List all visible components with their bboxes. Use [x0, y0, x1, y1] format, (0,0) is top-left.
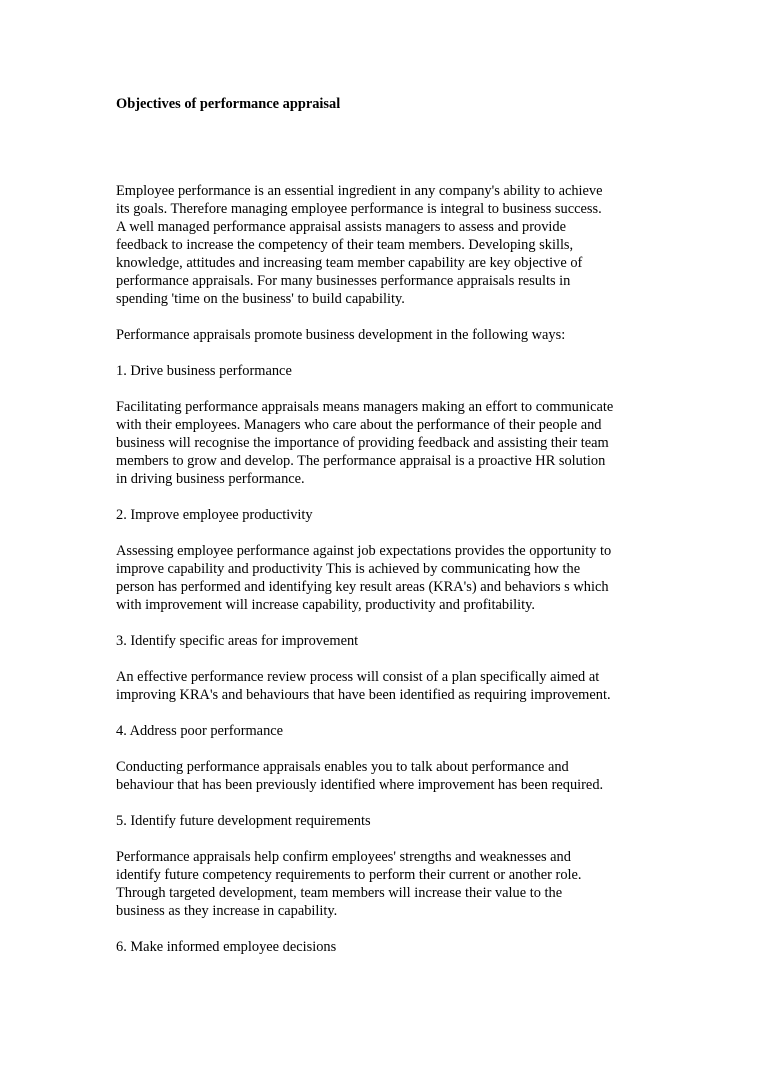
text-line: 5. Identify future development requirements — [116, 813, 371, 829]
text-line: performance appraisals. For many businesses performance appraisals results in — [116, 273, 571, 289]
section-heading — [116, 938, 656, 956]
section-heading — [116, 722, 656, 740]
paragraph — [116, 668, 656, 704]
text-line: spending 'time on the business' to build capability. — [116, 291, 405, 307]
text-line: improving KRA's and behaviours that have been identified as requiring improvement. — [116, 687, 611, 703]
text-line: with improvement will increase capability, productivity and profitability. — [116, 597, 535, 613]
text-line: Employee performance is an essential ingredient in any company's ability to achieve — [116, 183, 603, 199]
text-line: A well managed performance appraisal assists managers to assess and provide — [116, 219, 566, 235]
paragraph — [116, 848, 656, 920]
text-line: 1. Drive business performance — [116, 363, 292, 379]
paragraph — [116, 182, 656, 308]
text-line: 6. Make informed employee decisions — [116, 939, 337, 955]
text-line: knowledge, attitudes and increasing team member capability are key objective of — [116, 255, 583, 271]
text-line: with their employees. Managers who care about the performance of their people and — [116, 417, 602, 433]
text-line: Assessing employee performance against job expectations provides the opportunity to — [116, 543, 612, 559]
section-heading — [116, 632, 656, 650]
text-line: Performance appraisals promote business development in the following ways: — [116, 327, 566, 343]
section-heading — [116, 506, 656, 524]
text-line: 4. Address poor performance — [116, 723, 284, 739]
section-heading — [116, 812, 656, 830]
paragraph — [116, 326, 656, 344]
text-line: improve capability and productivity This is achieved by communicating how the — [116, 561, 581, 577]
text-line: Facilitating performance appraisals means managers making an effort to communicate — [116, 399, 614, 415]
paragraph — [116, 542, 656, 614]
text-line: its goals. Therefore managing employee performance is integral to business success. — [116, 201, 602, 217]
text-line: business will recognise the importance of providing feedback and assisting their team — [116, 435, 609, 451]
text-line: An effective performance review process will consist of a plan specifically aimed at — [116, 669, 600, 685]
paragraph — [116, 398, 656, 488]
text-line: members to grow and develop. The performance appraisal is a proactive HR solution — [116, 453, 606, 469]
section-heading — [116, 362, 656, 380]
text-line: Performance appraisals help confirm employees' strengths and weaknesses and — [116, 849, 571, 865]
text-line: Conducting performance appraisals enables you to talk about performance and — [116, 759, 569, 775]
text-line: feedback to increase the competency of their team members. Developing skills, — [116, 237, 574, 253]
text-line: 2. Improve employee productivity — [116, 507, 313, 523]
paragraph — [116, 758, 656, 794]
text-line: Through targeted development, team members will increase their value to the — [116, 885, 563, 901]
text-line: 3. Identify specific areas for improvement — [116, 633, 359, 649]
text-line: identify future competency requirements to perform their current or another role. — [116, 867, 582, 883]
text-line: behaviour that has been previously identified where improvement has been required. — [116, 777, 604, 793]
text-line: business as they increase in capability. — [116, 903, 338, 919]
document-title: Objectives of performance appraisal — [116, 96, 341, 112]
document-body — [116, 182, 656, 974]
text-line: person has performed and identifying key result areas (KRA's) and behaviors s which — [116, 579, 609, 595]
text-line: in driving business performance. — [116, 471, 305, 487]
